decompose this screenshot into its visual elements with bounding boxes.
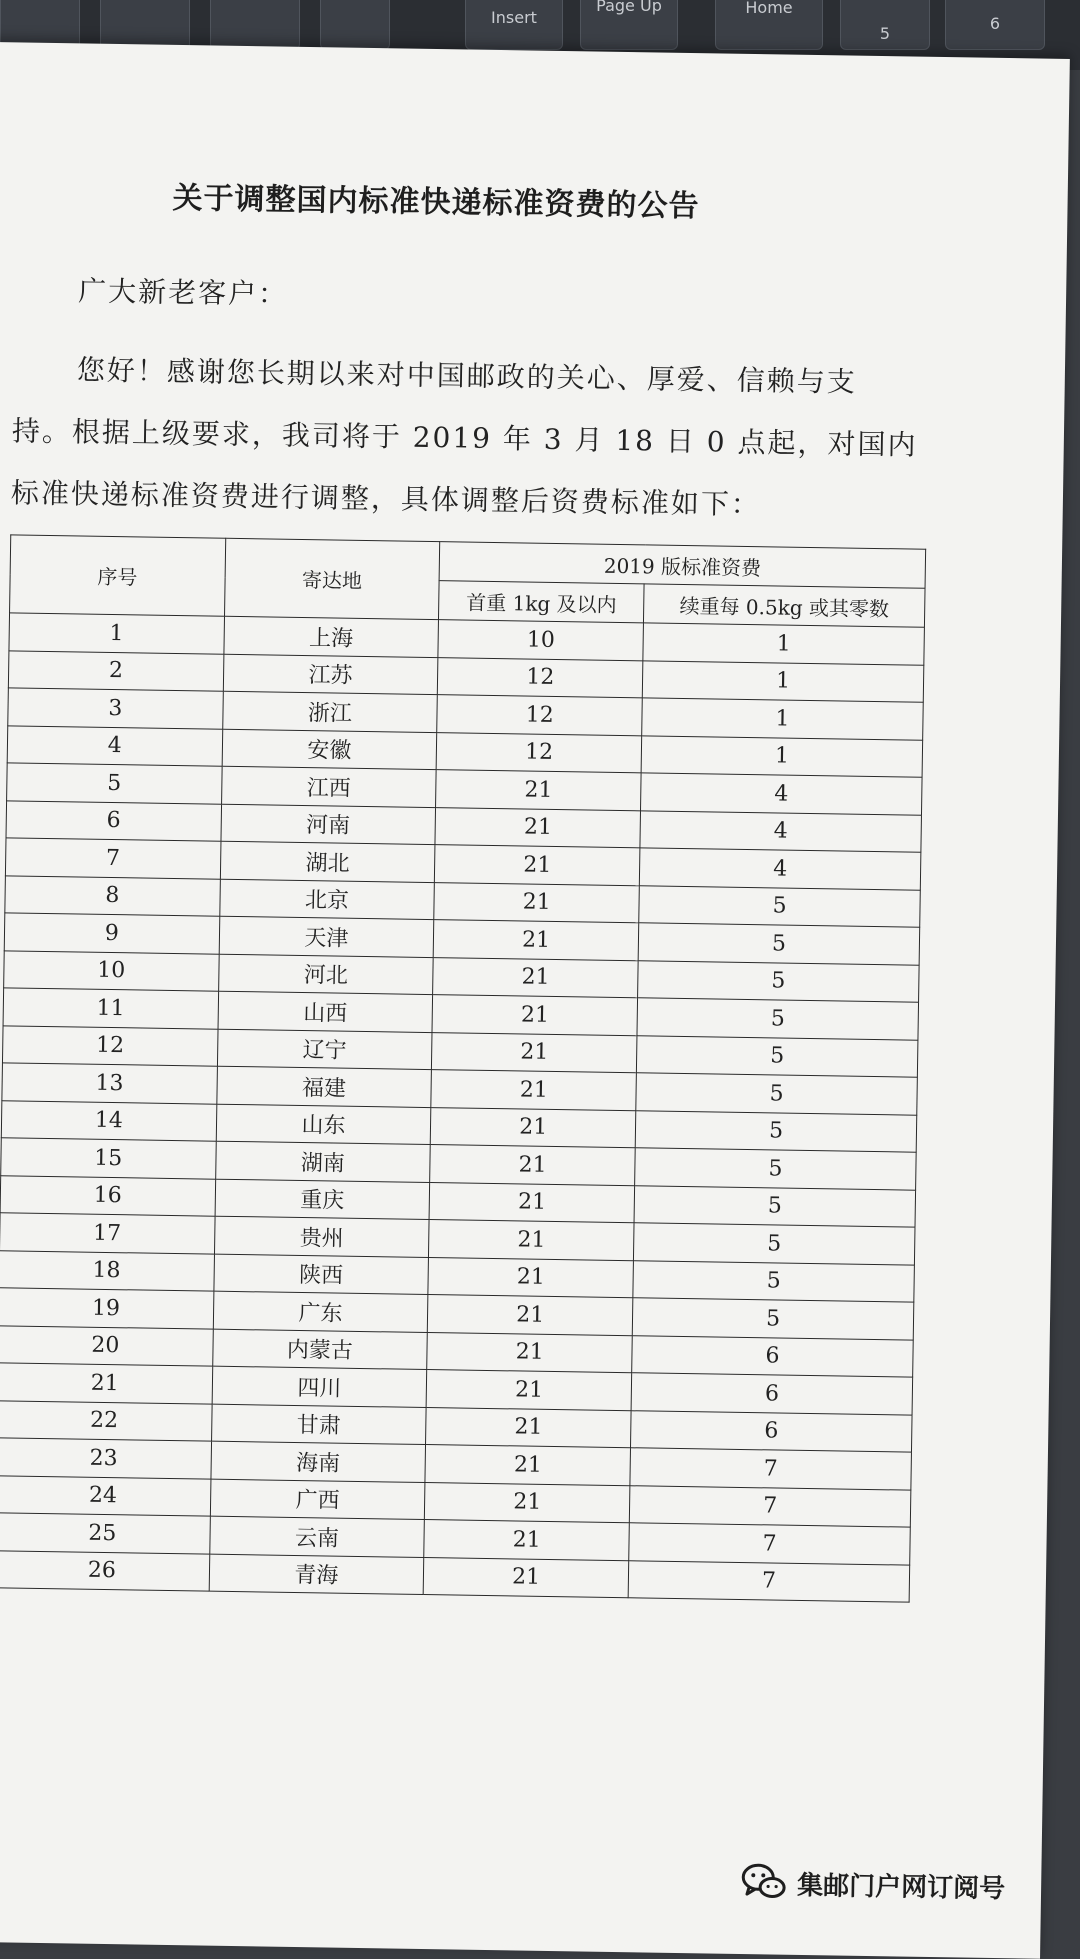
header-index: 序号 (10, 535, 226, 616)
wechat-icon (741, 1862, 788, 1903)
cell-additional-weight: 5 (634, 1185, 915, 1227)
notice-paragraph (10, 338, 918, 538)
wechat-watermark (741, 1862, 1006, 1906)
rate-table (0, 534, 926, 1602)
greeting-line: 广大新老客户： (77, 274, 289, 311)
cell-first-weight: 21 (435, 845, 640, 886)
keyboard-key-pageup: Page Up (580, 0, 678, 50)
cell-index: 12 (2, 1025, 217, 1066)
cell-additional-weight: 5 (634, 1223, 915, 1265)
cell-destination: 海南 (211, 1441, 426, 1482)
cell-destination: 山西 (218, 991, 433, 1032)
cell-destination: 山东 (216, 1104, 431, 1145)
cell-destination: 广西 (210, 1479, 425, 1520)
cell-index: 17 (0, 1213, 215, 1254)
cell-destination: 上海 (224, 616, 439, 657)
cell-index: 21 (0, 1363, 212, 1404)
keyboard-key-6: 6 (945, 0, 1045, 50)
cell-first-weight: 21 (434, 882, 639, 923)
cell-destination: 浙江 (222, 691, 437, 732)
cell-additional-weight: 5 (635, 1148, 916, 1190)
cell-first-weight: 21 (428, 1257, 633, 1298)
cell-destination: 广东 (213, 1291, 428, 1332)
cell-index: 25 (0, 1513, 210, 1554)
cell-index: 3 (8, 688, 223, 729)
cell-destination: 北京 (219, 879, 434, 920)
cell-first-weight: 21 (431, 1107, 636, 1148)
cell-additional-weight: 7 (629, 1523, 910, 1565)
keyboard-key-insert: Insert (465, 0, 563, 50)
cell-destination: 江苏 (223, 654, 438, 695)
cell-index: 1 (9, 613, 224, 654)
cell-index: 7 (5, 838, 220, 879)
cell-destination: 四川 (212, 1366, 427, 1407)
keyboard-key-home: Home (715, 0, 823, 50)
cell-first-weight: 21 (435, 807, 640, 848)
cell-additional-weight: 6 (631, 1373, 912, 1415)
cell-first-weight: 21 (430, 1145, 635, 1186)
cell-destination: 河北 (218, 954, 433, 995)
cell-index: 5 (7, 763, 222, 804)
keyboard-key (100, 0, 190, 50)
keyboard-key-5: 5 (840, 0, 930, 50)
cell-destination: 湖北 (220, 841, 435, 882)
cell-destination: 江西 (221, 766, 436, 807)
cell-additional-weight: 1 (643, 623, 924, 665)
cell-index: 14 (1, 1100, 216, 1141)
cell-index: 11 (3, 988, 218, 1029)
cell-first-weight: 10 (438, 620, 643, 661)
cell-index: 20 (0, 1325, 213, 1366)
cell-index: 22 (0, 1400, 212, 1441)
cell-additional-weight: 6 (631, 1410, 912, 1452)
cell-first-weight: 21 (427, 1332, 632, 1373)
rate-table-header (10, 535, 926, 627)
cell-additional-weight: 7 (628, 1560, 909, 1602)
cell-additional-weight: 5 (639, 885, 920, 927)
paper-sheet (0, 42, 1070, 1959)
cell-additional-weight: 1 (642, 698, 923, 740)
cell-destination: 安徽 (222, 729, 437, 770)
cell-additional-weight: 5 (638, 960, 919, 1002)
cell-additional-weight: 5 (633, 1260, 914, 1302)
cell-first-weight: 21 (428, 1295, 633, 1336)
cell-additional-weight: 5 (636, 1073, 917, 1115)
paragraph-line: 标准快递标准资费进行调整，具体调整后资费标准如下： (10, 476, 762, 522)
cell-index: 2 (8, 650, 223, 691)
cell-destination: 辽宁 (217, 1029, 432, 1070)
cell-first-weight: 21 (432, 1032, 637, 1073)
cell-additional-weight: 1 (641, 735, 922, 777)
cell-additional-weight: 5 (635, 1110, 916, 1152)
cell-first-weight: 12 (438, 657, 643, 698)
header-destination: 寄达地 (224, 538, 440, 619)
cell-first-weight: 21 (425, 1482, 630, 1523)
cell-additional-weight: 4 (640, 810, 921, 852)
cell-index: 19 (0, 1288, 214, 1329)
header-additional-weight: 续重每 0.5kg 或其零数 (644, 584, 925, 627)
header-first-weight: 首重 1kg 及以内 (439, 581, 644, 623)
cell-first-weight: 21 (424, 1520, 629, 1561)
cell-additional-weight: 5 (637, 998, 918, 1040)
cell-additional-weight: 4 (641, 773, 922, 815)
paragraph-line: 持。根据上级要求，我司将于 2019 年 3 月 18 日 0 点起，对国内 (11, 414, 918, 462)
cell-index: 26 (0, 1550, 209, 1591)
cell-index: 6 (6, 800, 221, 841)
cell-first-weight: 12 (436, 732, 641, 773)
cell-destination: 重庆 (215, 1179, 430, 1220)
document-title: 关于调整国内标准快递标准资费的公告 (172, 180, 700, 225)
paragraph-line: 您好！感谢您长期以来对中国邮政的关心、厚爱、信赖与支 (76, 353, 858, 399)
cell-additional-weight: 5 (632, 1298, 913, 1340)
watermark-label: 集邮门户网订阅号 (796, 1870, 1006, 1904)
cell-first-weight: 21 (429, 1220, 634, 1261)
cell-index: 8 (5, 875, 220, 916)
cell-additional-weight: 6 (632, 1335, 913, 1377)
cell-first-weight: 21 (432, 995, 637, 1036)
cell-additional-weight: 7 (629, 1485, 910, 1527)
cell-index: 4 (7, 725, 222, 766)
cell-index: 24 (0, 1475, 211, 1516)
cell-first-weight: 21 (423, 1557, 628, 1598)
cell-index: 18 (0, 1250, 214, 1291)
cell-first-weight: 21 (433, 957, 638, 998)
cell-first-weight: 21 (426, 1407, 631, 1448)
cell-additional-weight: 5 (638, 923, 919, 965)
cell-additional-weight: 7 (630, 1448, 911, 1490)
cell-first-weight: 21 (425, 1445, 630, 1486)
cell-first-weight: 21 (429, 1182, 634, 1223)
cell-additional-weight: 1 (642, 660, 923, 702)
cell-destination: 青海 (209, 1554, 424, 1595)
cell-index: 9 (4, 913, 219, 954)
cell-destination: 陕西 (214, 1254, 429, 1295)
rate-table-body (0, 613, 924, 1602)
keyboard-key (210, 0, 300, 50)
keyboard-key (320, 0, 390, 50)
cell-index: 10 (4, 950, 219, 991)
cell-index: 16 (0, 1175, 215, 1216)
cell-first-weight: 21 (426, 1370, 631, 1411)
header-group: 2019 版标准资费 (439, 542, 925, 589)
cell-index: 15 (1, 1138, 216, 1179)
cell-additional-weight: 4 (639, 848, 920, 890)
cell-first-weight: 21 (431, 1070, 636, 1111)
cell-destination: 甘肃 (211, 1404, 426, 1445)
cell-destination: 贵州 (214, 1216, 429, 1257)
cell-first-weight: 21 (436, 770, 641, 811)
cell-destination: 内蒙古 (212, 1329, 427, 1370)
cell-additional-weight: 5 (637, 1035, 918, 1077)
cell-destination: 天津 (219, 916, 434, 957)
cell-destination: 河南 (221, 804, 436, 845)
cell-first-weight: 12 (437, 695, 642, 736)
cell-index: 23 (0, 1438, 211, 1479)
cell-first-weight: 21 (433, 920, 638, 961)
cell-destination: 福建 (216, 1066, 431, 1107)
cell-destination: 湖南 (215, 1141, 430, 1182)
cell-destination: 云南 (209, 1516, 424, 1557)
cell-index: 13 (2, 1063, 217, 1104)
